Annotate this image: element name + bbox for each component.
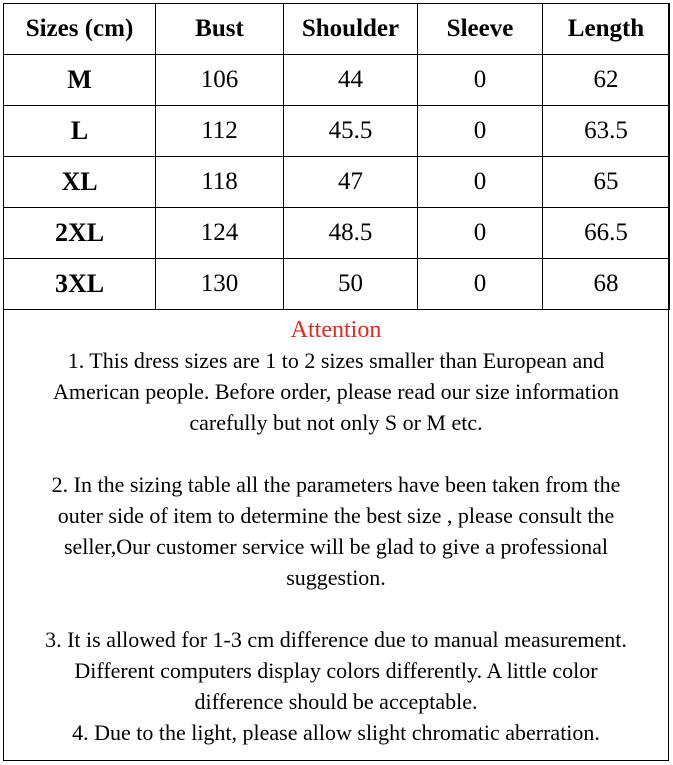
table-row xyxy=(4,208,670,259)
bust-cell: 118 xyxy=(156,157,284,208)
size-cell: XL xyxy=(4,157,156,208)
note-2-line-1: 2. In the sizing table all the parameters have been taken from the xyxy=(51,472,621,497)
table-row xyxy=(4,259,670,310)
note-3-line-3: difference should be acceptable. xyxy=(194,689,478,714)
size-table xyxy=(3,3,670,310)
sleeve-cell: 0 xyxy=(418,55,543,106)
length-cell: 65 xyxy=(543,157,670,208)
bust-cell: 124 xyxy=(156,208,284,259)
note-1-line-1: 1. This dress sizes are 1 to 2 sizes smaller than European and xyxy=(67,348,605,373)
attention-notes xyxy=(3,310,669,748)
shoulder-cell: 50 xyxy=(284,259,418,310)
header-sizes: Sizes (cm) xyxy=(4,4,156,55)
shoulder-cell: 44 xyxy=(284,55,418,106)
table-row xyxy=(4,157,670,208)
note-1-line-2: American people. Before order, please read our size information xyxy=(53,379,619,404)
table-header-row xyxy=(4,4,670,55)
note-1-line-3: carefully but not only S or M etc. xyxy=(189,410,483,435)
size-cell: M xyxy=(4,55,156,106)
bust-cell: 130 xyxy=(156,259,284,310)
attention-title: Attention xyxy=(290,317,382,343)
shoulder-cell: 48.5 xyxy=(284,208,418,259)
size-cell: 3XL xyxy=(4,259,156,310)
sleeve-cell: 0 xyxy=(418,157,543,208)
table-row xyxy=(4,106,670,157)
header-length: Length xyxy=(543,4,670,55)
bust-cell: 106 xyxy=(156,55,284,106)
sleeve-cell: 0 xyxy=(418,259,543,310)
size-cell: 2XL xyxy=(4,208,156,259)
bust-cell: 112 xyxy=(156,106,284,157)
note-2-line-2: outer side of item to determine the best size , please consult the xyxy=(57,503,615,528)
note-3-line-2: Different computers display colors differently. A little color xyxy=(74,658,598,683)
length-cell: 68 xyxy=(543,259,670,310)
shoulder-cell: 47 xyxy=(284,157,418,208)
header-sleeve: Sleeve xyxy=(418,4,543,55)
header-shoulder: Shoulder xyxy=(284,4,418,55)
table-row xyxy=(4,55,670,106)
note-4-line-1: 4. Due to the light, please allow slight chromatic aberration. xyxy=(72,720,600,745)
length-cell: 63.5 xyxy=(543,106,670,157)
length-cell: 62 xyxy=(543,55,670,106)
note-3-line-1: 3. It is allowed for 1-3 cm difference due to manual measurement. xyxy=(45,627,627,652)
size-cell: L xyxy=(4,106,156,157)
note-2-line-3: seller,Our customer service will be glad to give a professional xyxy=(63,534,609,559)
length-cell: 66.5 xyxy=(543,208,670,259)
shoulder-cell: 45.5 xyxy=(284,106,418,157)
header-bust: Bust xyxy=(156,4,284,55)
sleeve-cell: 0 xyxy=(418,208,543,259)
sleeve-cell: 0 xyxy=(418,106,543,157)
note-2-line-4: suggestion. xyxy=(286,565,386,590)
